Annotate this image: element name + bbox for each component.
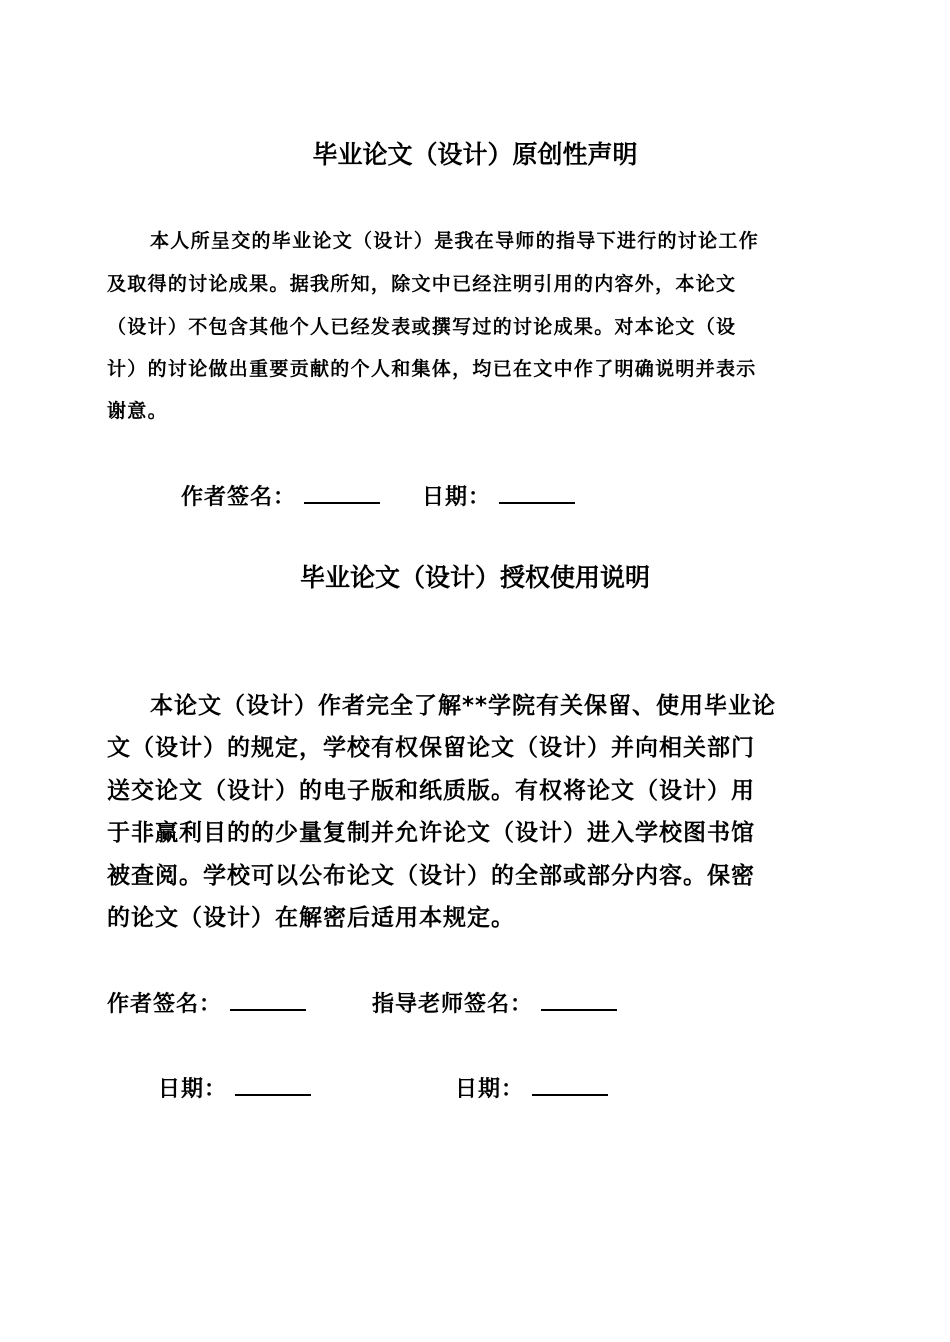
advisor-signature-blank[interactable] bbox=[541, 987, 617, 1011]
author-date-blank[interactable] bbox=[235, 1072, 311, 1096]
advisor-date-blank[interactable] bbox=[532, 1072, 608, 1096]
advisor-signature-label: 指导老师签名： bbox=[372, 992, 534, 1017]
declaration-line-5: 谢意。 bbox=[107, 400, 168, 422]
authorization-line-2: 文（设计）的规定，学校有权保留论文（设计）并向相关部门 bbox=[107, 735, 755, 761]
declaration-line-2: 及取得的讨论成果。据我所知，除文中已经注明引用的内容外，本论文 bbox=[107, 273, 737, 295]
declaration-author-signature bbox=[181, 480, 380, 513]
author-signature-blank[interactable] bbox=[230, 987, 306, 1011]
authorization-line-1: 本论文（设计）作者完全了解**学院有关保留、使用毕业论 bbox=[150, 693, 777, 719]
authorization-line-4: 于非赢利目的的少量复制并允许论文（设计）进入学校图书馆 bbox=[107, 820, 755, 846]
date-label: 日期： bbox=[422, 485, 492, 510]
authorization-author-signature bbox=[107, 987, 306, 1020]
declaration-line-3: （设计）不包含其他个人已经发表或撰写过的讨论成果。对本论文（设 bbox=[107, 316, 737, 338]
authorization-advisor-date bbox=[455, 1072, 608, 1105]
declaration-title: 毕业论文（设计）原创性声明 bbox=[312, 140, 638, 169]
declaration-date bbox=[422, 480, 575, 513]
authorization-line-3: 送交论文（设计）的电子版和纸质版。有权将论文（设计）用 bbox=[107, 778, 755, 804]
advisor-date-label: 日期： bbox=[455, 1077, 525, 1102]
declaration-line-4: 计）的讨论做出重要贡献的个人和集体，均已在文中作了明确说明并表示 bbox=[107, 358, 757, 380]
authorization-line-5: 被查阅。学校可以公布论文（设计）的全部或部分内容。保密 bbox=[107, 863, 755, 889]
author-date-label: 日期： bbox=[158, 1077, 228, 1102]
authorization-line-6: 的论文（设计）在解密后适用本规定。 bbox=[107, 905, 515, 931]
author-signature-blank[interactable] bbox=[304, 480, 380, 504]
author-signature-label: 作者签名： bbox=[181, 485, 297, 510]
declaration-line-1: 本人所呈交的毕业论文（设计）是我在导师的指导下进行的讨论工作 bbox=[150, 230, 760, 252]
author-signature-label: 作者签名： bbox=[107, 992, 223, 1017]
authorization-author-date bbox=[158, 1072, 311, 1105]
date-blank[interactable] bbox=[499, 480, 575, 504]
authorization-title: 毕业论文（设计）授权使用说明 bbox=[299, 563, 650, 592]
authorization-advisor-signature bbox=[372, 987, 617, 1020]
